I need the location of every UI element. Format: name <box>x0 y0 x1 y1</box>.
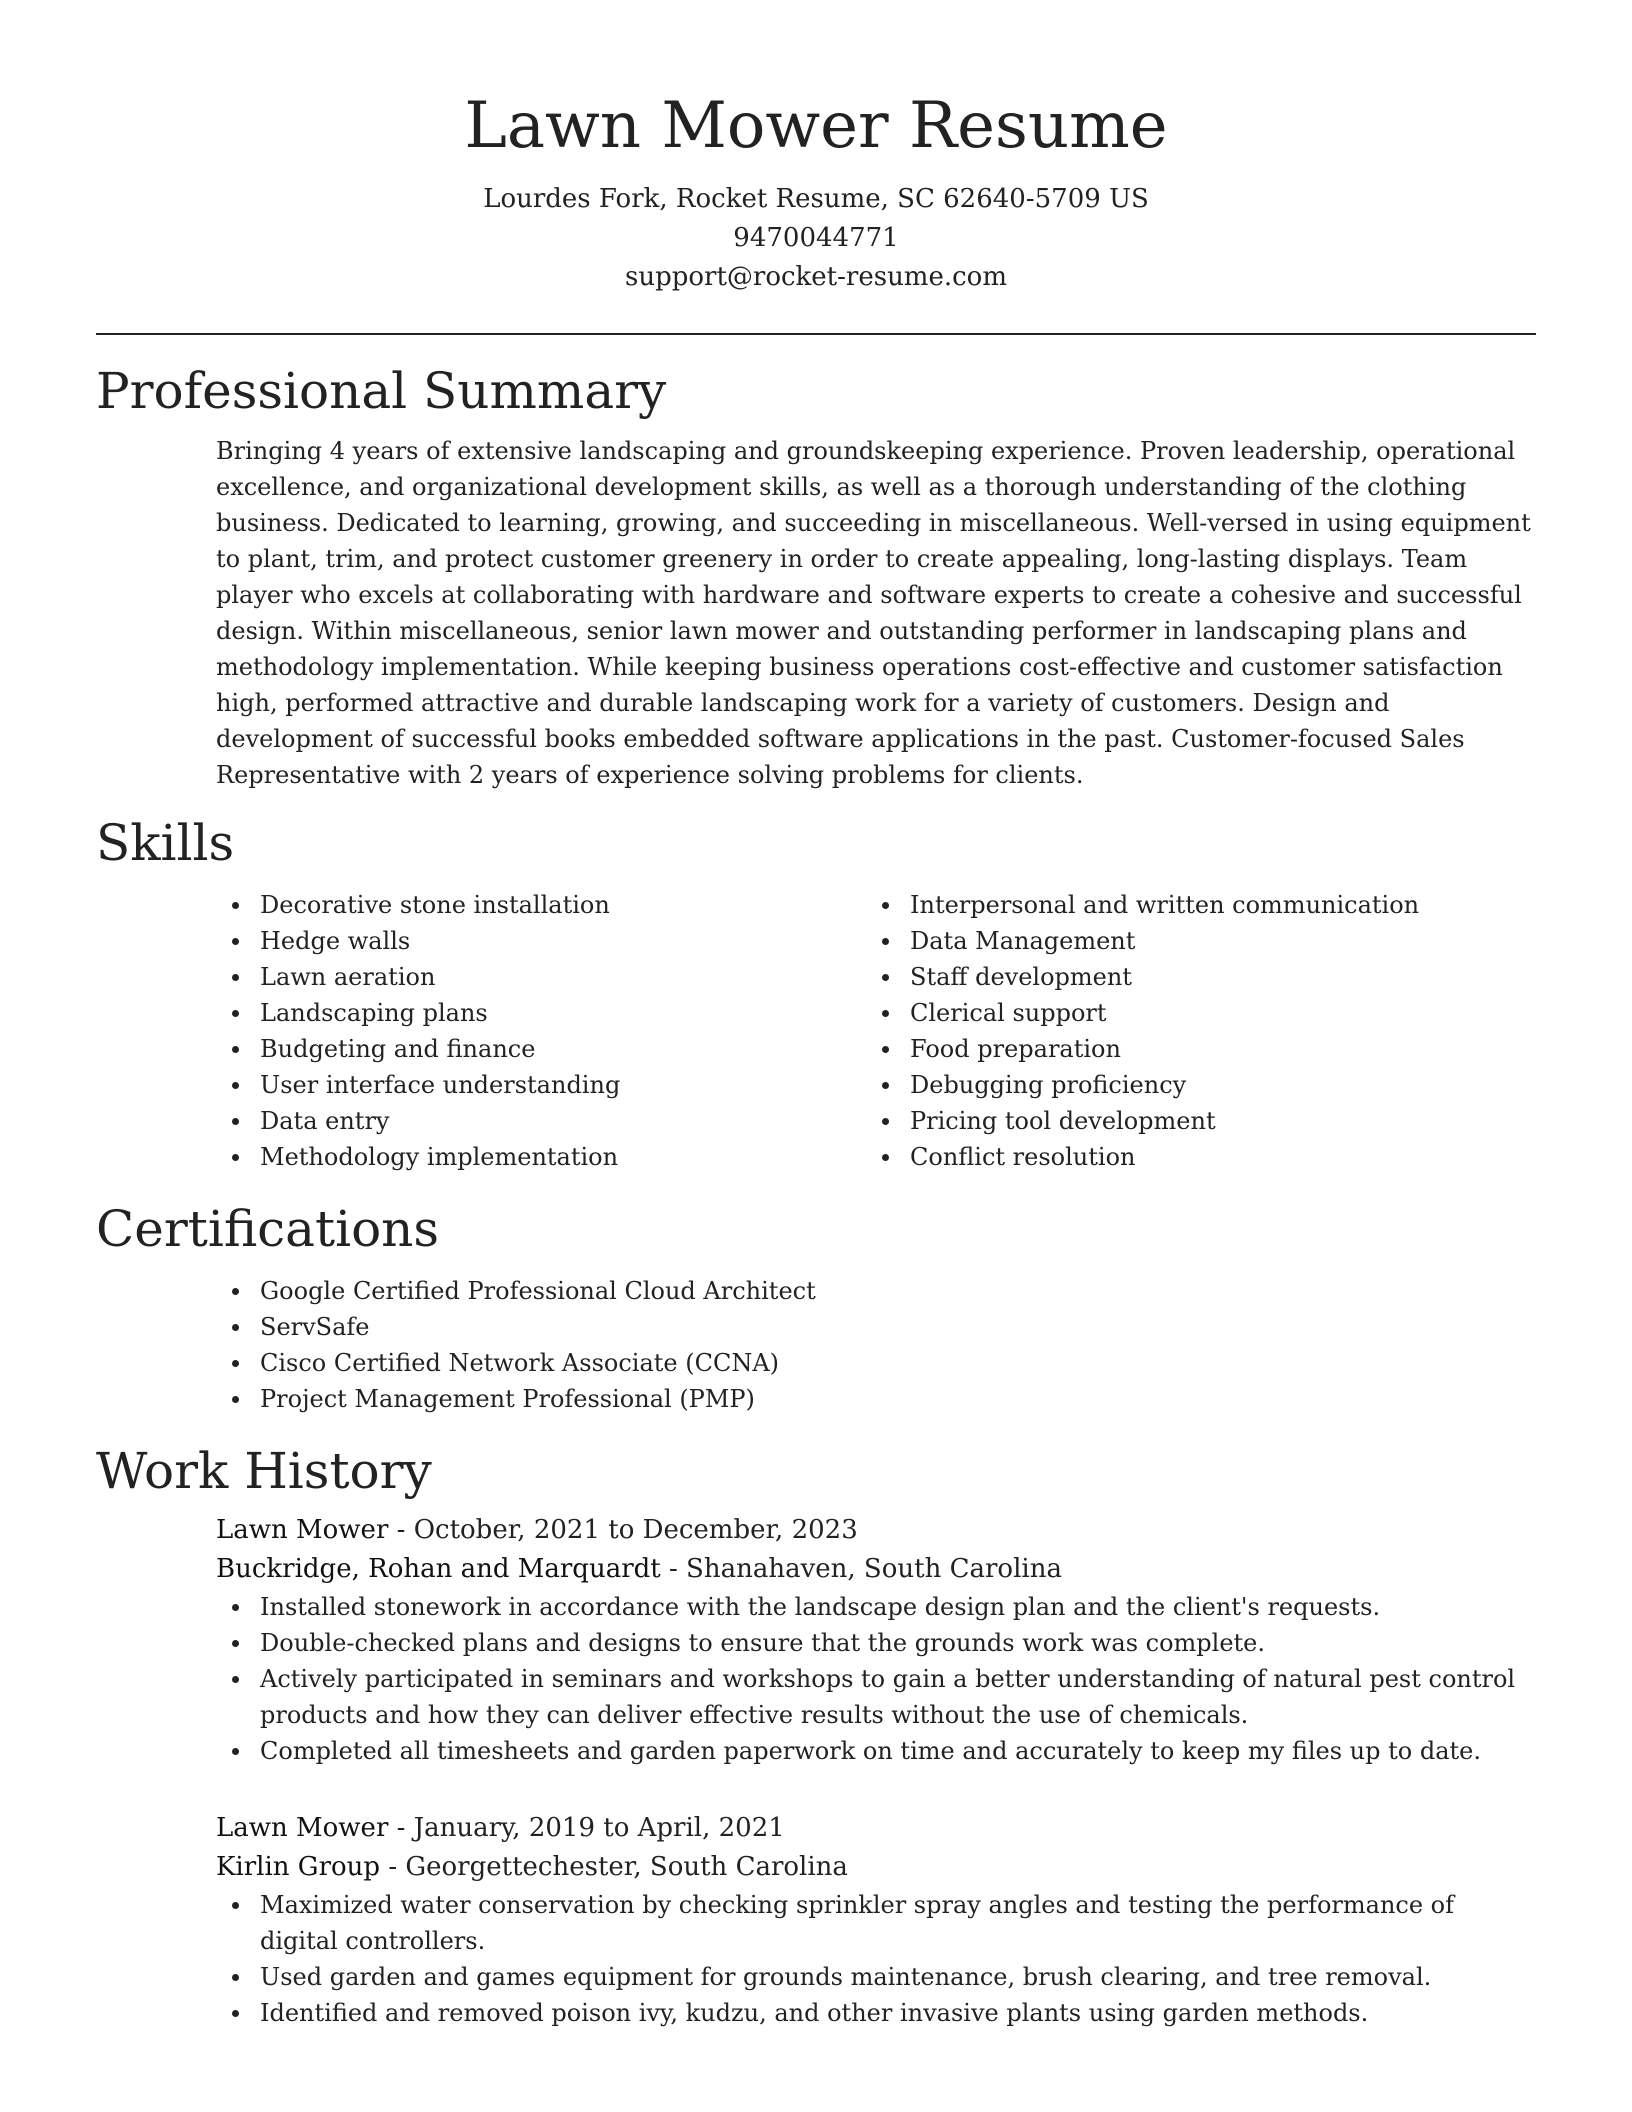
job-duty: Actively participated in seminars and workshops to gain a better understanding of natural pest control products and how they can deliver effective results without the use of chemicals. <box>260 1661 1536 1733</box>
certification-item: Cisco Certified Network Associate (CCNA) <box>260 1345 1536 1381</box>
skill-item: Staff development <box>910 959 1516 995</box>
resume-title: Lawn Mower Resume <box>464 89 1168 163</box>
skill-item: Interpersonal and written communication <box>910 887 1516 923</box>
header-divider <box>96 333 1536 335</box>
resume-page <box>96 0 1536 2031</box>
skill-item: Food preparation <box>910 1031 1516 1067</box>
skill-item: Decorative stone installation <box>260 887 866 923</box>
job-duties-list <box>216 1589 1536 1769</box>
skill-item: Data Management <box>910 923 1516 959</box>
skill-item: Clerical support <box>910 995 1516 1031</box>
certification-item: Google Certified Professional Cloud Architect <box>260 1273 1536 1309</box>
job-entry <box>216 1809 1536 2031</box>
skills-grid <box>216 887 1536 1175</box>
job-duty: Identified and removed poison ivy, kudzu, and other invasive plants using garden methods. <box>260 1995 1536 2031</box>
certifications-list <box>216 1273 1536 1417</box>
contact-phone: 9470044771 <box>733 223 899 253</box>
skill-item: Pricing tool development <box>910 1103 1516 1139</box>
job-dates: - January, 2019 to April, 2021 <box>388 1813 785 1843</box>
job-location: - Georgettechester, South Carolina <box>380 1852 848 1882</box>
skill-item: Methodology implementation <box>260 1139 866 1175</box>
job-duty: Maximized water conservation by checking sprinkler spray angles and testing the performance of digital controllers. <box>260 1887 1536 1959</box>
skill-item: User interface understanding <box>260 1067 866 1103</box>
job-title-line <box>216 1511 1536 1550</box>
work-history-section <box>96 1441 1536 2031</box>
skill-item: Lawn aeration <box>260 959 866 995</box>
skills-column-right <box>866 887 1516 1175</box>
skill-item: Debugging proficiency <box>910 1067 1516 1103</box>
job-location: - Shanahaven, South Carolina <box>660 1554 1062 1584</box>
job-company-line <box>216 1848 1536 1887</box>
skill-item: Budgeting and finance <box>260 1031 866 1067</box>
work-history-heading: Work History <box>96 1442 432 1500</box>
job-duties-list <box>216 1887 1536 2031</box>
job-title: Lawn Mower <box>216 1515 389 1545</box>
job-duty: Double-checked plans and designs to ensure that the grounds work was complete. <box>260 1625 1536 1661</box>
contact-address: Lourdes Fork, Rocket Resume, SC 62640-5709 US <box>483 184 1149 214</box>
job-title-line <box>216 1809 1536 1848</box>
certification-item: Project Management Professional (PMP) <box>260 1381 1536 1417</box>
job-company: Kirlin Group <box>216 1852 381 1882</box>
skill-item: Conflict resolution <box>910 1139 1516 1175</box>
job-company: Buckridge, Rohan and Marquardt <box>216 1554 661 1584</box>
job-entry <box>216 1511 1536 1769</box>
skill-item: Hedge walls <box>260 923 866 959</box>
certification-item: ServSafe <box>260 1309 1536 1345</box>
resume-header <box>96 0 1536 297</box>
certifications-heading: Certifications <box>96 1200 440 1258</box>
skills-list-left <box>216 887 866 1175</box>
skills-column-left <box>216 887 866 1175</box>
skill-item: Data entry <box>260 1103 866 1139</box>
skills-heading: Skills <box>96 814 235 872</box>
skill-item: Landscaping plans <box>260 995 866 1031</box>
summary-text: Bringing 4 years of extensive landscaping and groundskeeping experience. Proven leadership, operational excellence, and organizational development skills, as well as a thorough understanding of the clothing business. Dedicated to learning, growing, and succeeding in miscellaneous. Well-versed in using equipment to plant, trim, and protect customer greenery in order to create appealing, long-lasting displays. Team player who excels at collaborating with hardware and software experts to create a cohesive and successful design. Within miscellaneous, senior lawn mower and outstanding performer in landscaping plans and methodology implementation. While keeping business operations cost-effective and customer satisfaction high, performed attractive and durable landscaping work for a variety of customers. Design and development of successful books embedded software applications in the past. Customer-focused Sales Representative with 2 years of experience solving problems for clients. <box>216 437 1531 789</box>
skills-list-right <box>866 887 1516 1175</box>
job-duty: Completed all timesheets and garden paperwork on time and accurately to keep my files up to date. <box>260 1733 1536 1769</box>
skills-section <box>96 813 1536 1175</box>
job-company-line <box>216 1550 1536 1589</box>
summary-heading: Professional Summary <box>96 362 667 420</box>
job-title: Lawn Mower <box>216 1813 389 1843</box>
contact-email: support@rocket-resume.com <box>624 262 1007 292</box>
job-duty: Used garden and games equipment for grounds maintenance, brush clearing, and tree removal. <box>260 1959 1536 1995</box>
job-dates: - October, 2021 to December, 2023 <box>388 1515 858 1545</box>
job-duty: Installed stonework in accordance with the landscape design plan and the client's requests. <box>260 1589 1536 1625</box>
certifications-section <box>96 1199 1536 1417</box>
summary-section <box>96 361 1536 793</box>
